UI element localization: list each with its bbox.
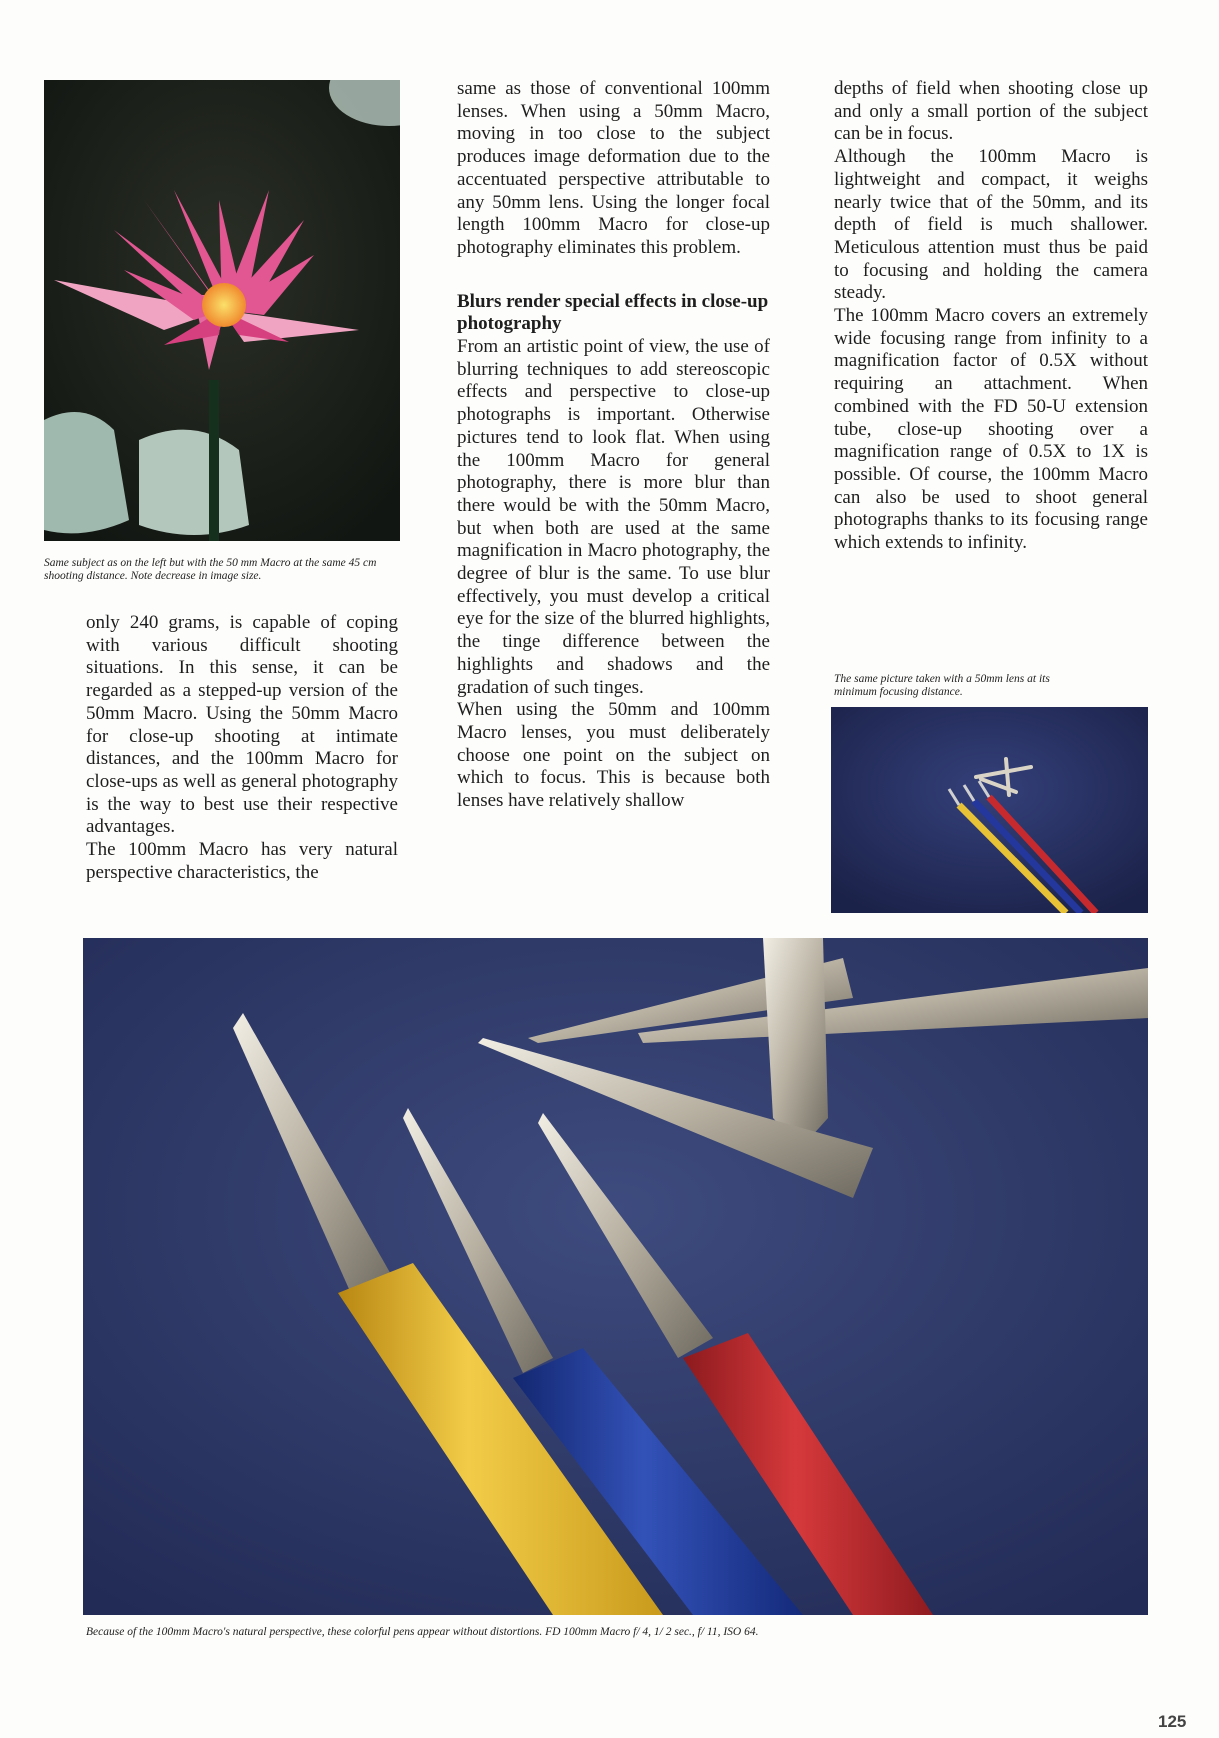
small-pens-caption: The same picture taken with a 50mm lens at its minimum focusing distance. — [834, 673, 1050, 698]
flower-caption: Same subject as on the left but with the 50 mm Macro at the same 45 cm shooting distance. Note decrease in image size. — [44, 557, 377, 582]
body-paragraph: same as those of conventional 100mm lenses. When using a 50mm Macro, moving in too close to the subject produces image deformation due to the accentuated perspective attributable to any 50mm lens. Using the longer focal length 100mm Macro for close-up photography eliminates this problem. — [457, 78, 770, 258]
column-2 — [457, 78, 770, 813]
large-pens-caption: Because of the 100mm Macro's natural perspective, these colorful pens appear without distortions. FD 100mm Macro f/ 4, 1/ 2 sec., f/ 11, ISO 64. — [86, 1626, 759, 1638]
body-paragraph: The 100mm Macro covers an extremely wide focusing range from infinity to a magnification factor of 0.5X without requiring an attachment. When combined with the FD 50-U extension tube, close-up shooting over a magnification range of 0.5X to 1X is possible. Of course, the 100mm Macro can also be used to shoot general photographs thanks to its focusing range which extends to infinity. — [834, 305, 1148, 554]
section-heading: Blurs render special effects in close-up photography — [457, 290, 769, 335]
body-paragraph: depths of field when shooting close up and only a small portion of the subject can be in focus. — [834, 78, 1148, 145]
body-paragraph: From an artistic point of view, the use of blurring techniques to add stereoscopic effects and perspective to close-up photographs is important. Otherwise pictures tend to look flat. When using the 100mm Macro for general photography, there is more blur than there would be with the 50mm Macro, but when both are used at the same magnification in Macro photography, the degree of blur is the same. To use blur effectively, you must develop a critical eye for the size of the blurred highlights, the tinge difference between the highlights and shadows and the gradation of such tinges. — [457, 336, 770, 698]
body-paragraph: Although the 100mm Macro is lightweight and compact, it weighs nearly twice that of the 50mm, and its depth of field is much shallower. Meticulous attention must thus be paid to focusing and holding the camera steady. — [834, 146, 1148, 304]
small-pens-photo — [831, 707, 1148, 913]
large-pens-photo — [83, 938, 1148, 1615]
column-3 — [834, 78, 1148, 555]
water-lily-photo — [44, 80, 400, 541]
column-1 — [86, 612, 398, 884]
page-number: 125 — [1158, 1712, 1187, 1731]
body-paragraph: The 100mm Macro has very natural perspective characteristics, the — [86, 839, 398, 883]
body-paragraph: only 240 grams, is capable of coping with various difficult shooting situations. In this sense, it can be regarded as a stepped-up version of the 50mm Macro. Using the 50mm Macro for close-up shooting at intimate distances, and the 100mm Macro for close-ups as well as general photography is the way to best use their respective advantages. — [86, 612, 398, 838]
body-paragraph: When using the 50mm and 100mm Macro lenses, you must deliberately choose one point on the subject on which to focus. This is because both lenses have relatively shallow — [457, 699, 770, 812]
